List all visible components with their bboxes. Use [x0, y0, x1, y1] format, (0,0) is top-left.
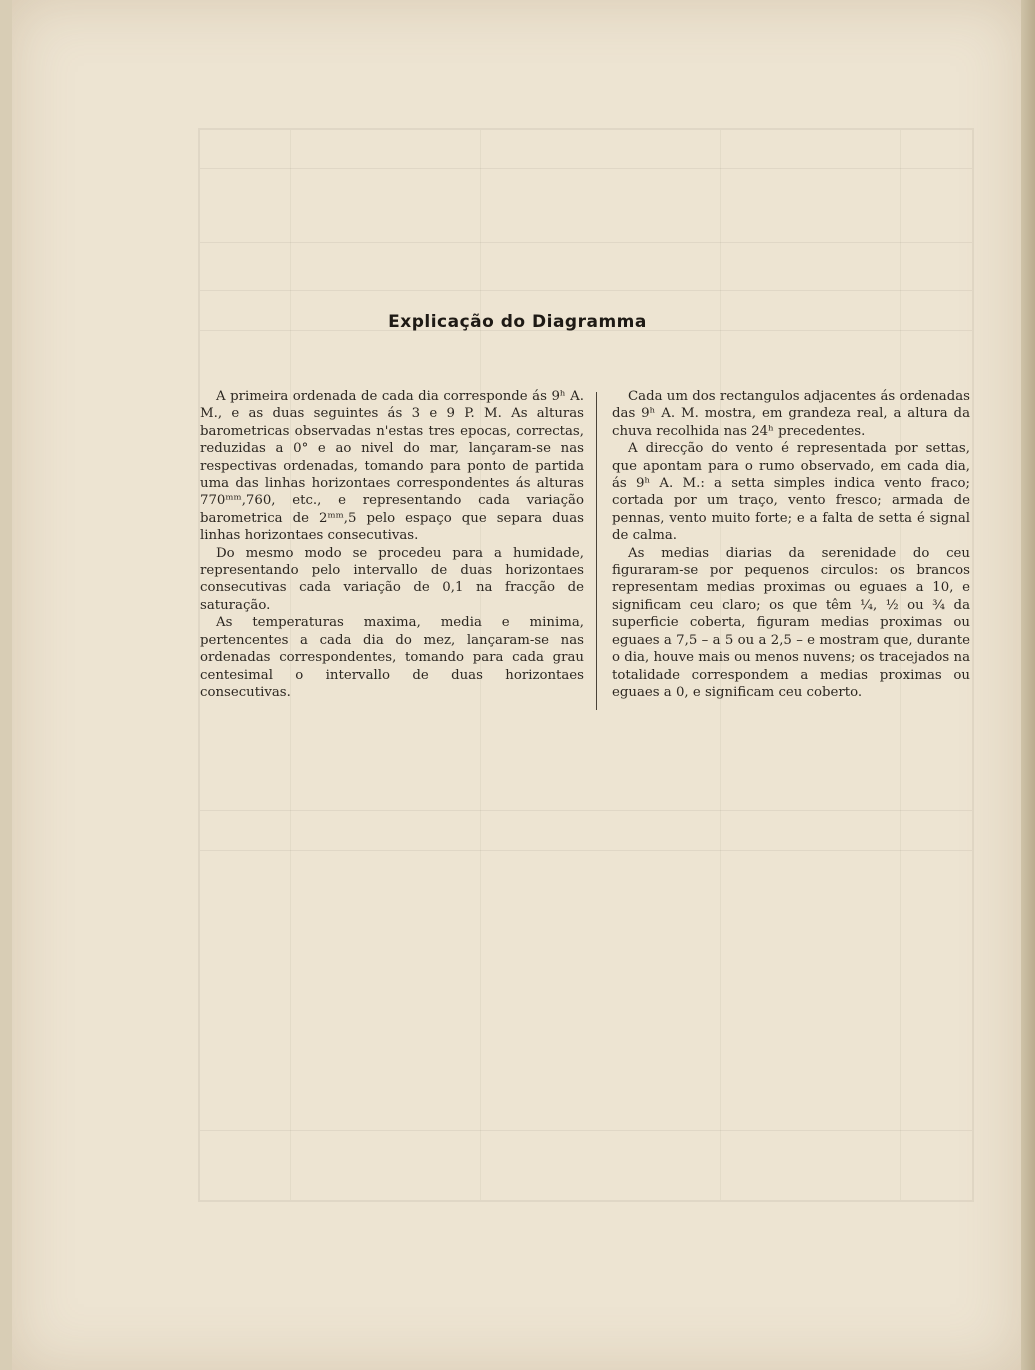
- left-column: [200, 388, 584, 701]
- right-column: [612, 388, 970, 701]
- page-title: Explicação do Diagramma: [388, 312, 647, 332]
- page-edge: [1021, 0, 1035, 1370]
- paragraph: Cada um dos rectangulos adjacentes ás ordenadas das 9ʰ A. M. mostra, em grandeza real, a altura da chuva recolhida nas 24ʰ precedentes.: [612, 389, 970, 439]
- paragraph: A direcção do vento é representada por settas, que apontam para o rumo observado, em cada dia, ás 9ʰ A. M.: a setta simples indica vento fraco; cortada por um traço, vento fresco; armada de pennas, vento muito forte; e a falta de setta é signal de calma.: [612, 441, 970, 544]
- column-divider: [596, 392, 597, 710]
- paragraph: A primeira ordenada de cada dia corresponde ás 9ʰ A. M., e as duas seguintes ás 3 e 9 P. M. As alturas barometricas observadas n'estas tres epocas, correctas, reduzidas a 0° e ao nivel do mar, lançaram-se nas respectivas ordenadas, tomando para ponto de partida uma das linhas horizontaes correspondentes ás alturas 770ᵐᵐ,760, etc., e representando cada variação barometrica de 2ᵐᵐ,5 pelo espaço que separa duas linhas horizontaes consecutivas.: [200, 389, 584, 544]
- paragraph: As temperaturas maxima, media e minima, pertencentes a cada dia do mez, lançaram-se nas ordenadas correspondentes, tomando para cada grau centesimal o intervallo de duas horizontaes consecutivas.: [200, 615, 584, 700]
- paragraph: As medias diarias da serenidade do ceu figuraram-se por pequenos circulos: os brancos representam medias proximas ou eguaes a 10, e significam ceu claro; os que têm ¼, ½ ou ¾ da superficie coberta, figuram medias proximas ou eguaes a 7,5 – a 5 ou a 2,5 – e mostram que, durante o dia, houve mais ou menos nuvens; os tracejados na totalidade correspondem a medias proximas ou eguaes a 0, e significam ceu coberto.: [612, 545, 970, 700]
- paragraph: Do mesmo modo se procedeu para a humidade, representando pelo intervallo de duas horizontaes consecutivas cada variação de 0,1 na fracção de saturação.: [200, 545, 584, 613]
